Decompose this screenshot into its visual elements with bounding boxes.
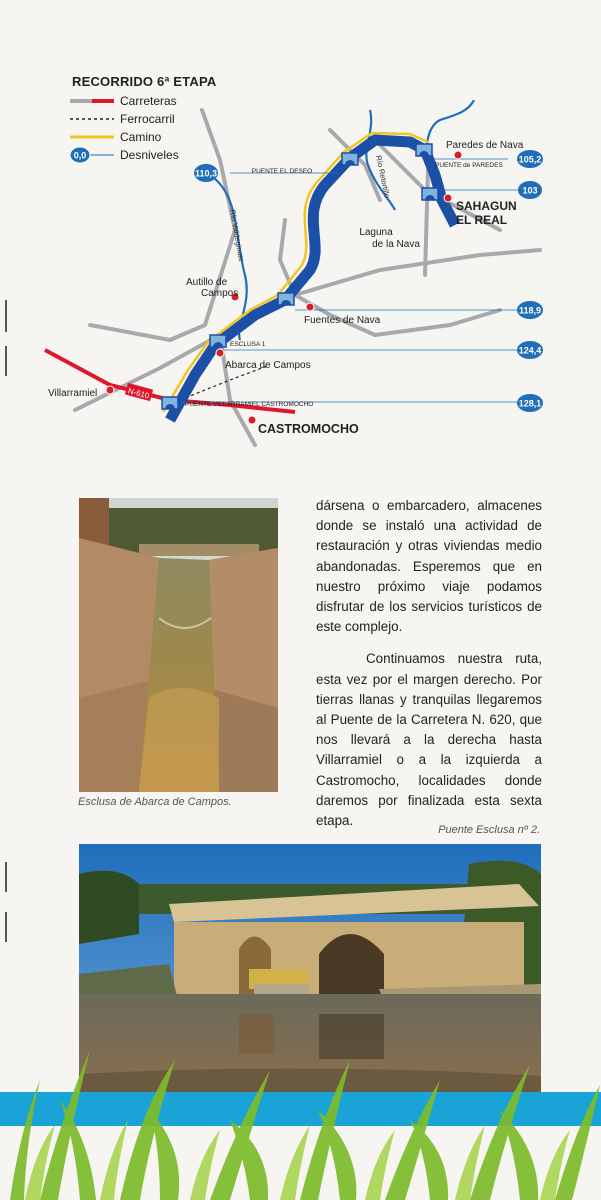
town-label: CASTROMOCHO [258, 422, 359, 436]
elevation-badge: 128,1 [518, 398, 542, 409]
town-label: Campos [201, 288, 239, 299]
binding-mark [5, 346, 7, 376]
lock-photo-caption: Esclusa de Abarca de Campos. [78, 796, 232, 808]
structure-label: ESCLUSA 1 [230, 341, 266, 348]
legend-rail-label: Ferrocarril [120, 112, 175, 126]
town-label: Paredes de Nava [446, 140, 524, 151]
grass-footer [0, 1040, 601, 1200]
article-text [316, 496, 542, 831]
town-label: Laguna [359, 227, 393, 238]
elevation-badge-text: 0,0 [73, 150, 87, 161]
town-label: Abarca de Campos [225, 360, 311, 371]
legend-path-label: Camino [120, 130, 162, 144]
binding-mark [5, 300, 7, 332]
road-label: N-610 [126, 386, 151, 401]
route-title: RECORRIDO 6ª ETAPA [72, 74, 217, 89]
town-label: Autillo de [186, 277, 228, 288]
town-label: Villarramiel [48, 388, 98, 399]
elevation-badge: 124,4 [518, 345, 542, 356]
structure-label: PUENTE de PAREDES [435, 162, 503, 169]
rivers [210, 100, 474, 340]
river-label: Río Valdeginate [228, 208, 247, 263]
elevation-badge: 110,3 [194, 168, 218, 179]
structure-label: PUENTE VILLARRAMIEL CASTROMOCHO [185, 401, 314, 408]
bridge-photo-caption: Puente Esclusa nº 2. [438, 824, 540, 836]
structure-label: PUENTE EL DESEO [251, 168, 313, 175]
legend-roads-label: Carreteras [120, 94, 177, 108]
paragraph: Continuamos nuestra ruta, esta vez por el margen derecho. Por tierras llanas y tranquilas llegaremos al Puente de la Carretera N. 620, que nos llevará a la derecha hasta Villarramiel o a la izquierda a Castromocho, localidades donde daremos por finalizada esta sexta etapa. [316, 651, 542, 829]
lock-photo [79, 498, 278, 792]
binding-mark [5, 862, 7, 892]
town-label: de la Nava [372, 239, 420, 250]
elevation-badge: 105,2 [518, 154, 542, 165]
paragraph: dársena o embarcadero, almacenes donde se instaló una actividad de restauración y otras viviendas medio abandonadas. Esperemos que en nuestro próximo viaje podamos disfrutar de los servicios turísticos de este complejo. [316, 498, 542, 635]
town-label: EL REAL [456, 213, 508, 227]
town-label: SAHAGUN [456, 199, 517, 213]
binding-mark [5, 912, 7, 942]
town-label: Fuentes de Nava [304, 315, 381, 326]
elevation-badge: 103 [522, 185, 538, 196]
elevation-badge: 118,9 [518, 305, 542, 316]
legend-elevation-label: Desniveles [120, 148, 179, 162]
route-map [30, 100, 550, 450]
river-label: Río Retortillo [374, 154, 392, 199]
